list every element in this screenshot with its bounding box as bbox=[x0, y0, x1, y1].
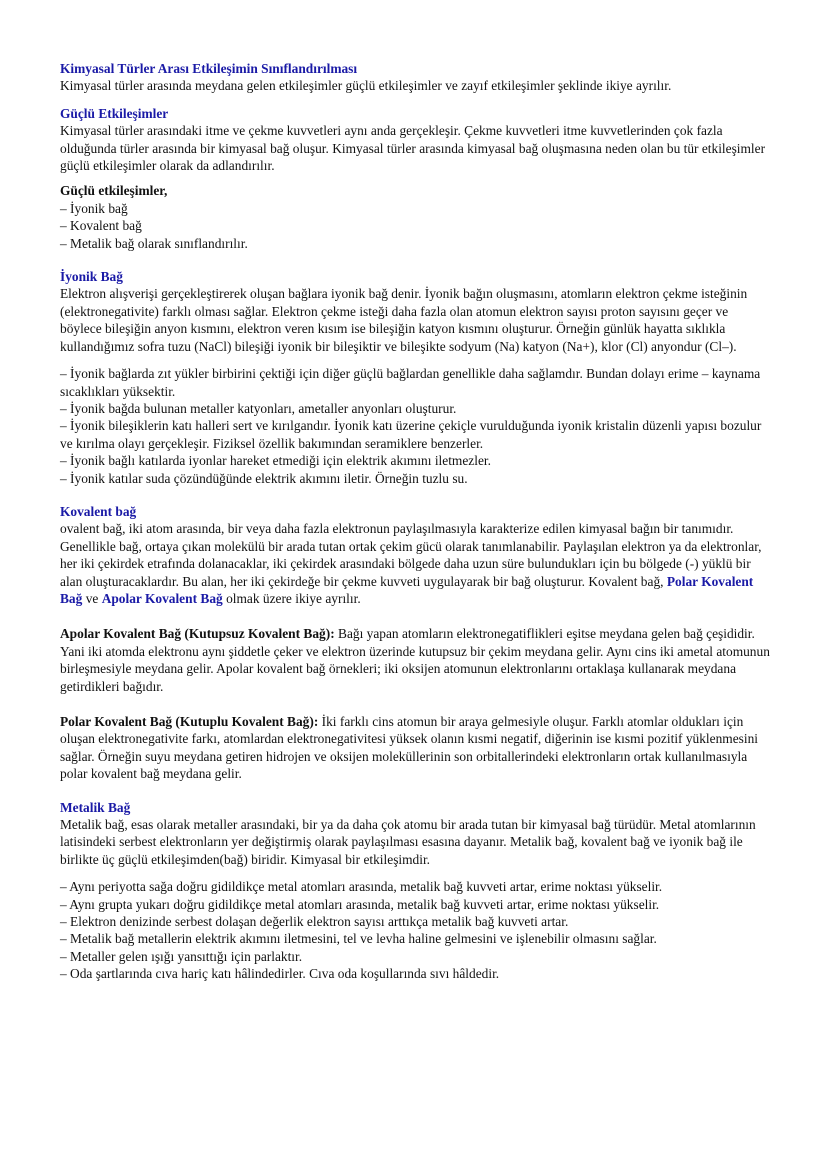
covalent-mid: ve bbox=[85, 590, 99, 606]
list-item: – Aynı grupta yukarı doğru gidildikçe metal atomları arasında, metalik bağ kuvveti artar, erime noktası yükselir. bbox=[60, 896, 660, 912]
paragraph-classification: Kimyasal türler arasında meydana gelen etkileşimler güçlü etkileşimler ve zayıf etkileşimler şeklinde ikiye ayrılır. bbox=[60, 78, 672, 94]
list-item: – İyonik bağda bulunan metaller katyonları, ametaller anyonları oluşturur. bbox=[60, 400, 457, 416]
polar-covalent-text: İki farklı cins atomun bir araya gelmesiyle oluşur. Farklı atomlar oldukları için oluşan elektronegativite farkı, atomlardan elektronegativitesi yüksek olanın kısmi negatif, diğerinin ise kısmi pozitif yüklenmesini sağlar. Örneğin suyu meydana getiren hidrojen ve oksijen moleküllerinin son orbitallerindeki elektronların ortak kullanılmasıyla polar kovalent bağ meydana gelir. bbox=[60, 714, 758, 782]
list-item: – Metalik bağ metallerin elektrik akımını iletmesini, tel ve levha haline gelmesini ve işlenebilir olmasını sağlar. bbox=[60, 931, 657, 947]
list-metallic-bond bbox=[60, 878, 772, 982]
list-item: – İyonik bağlı katılarda iyonlar hareket etmediği için elektrik akımını iletmezler. bbox=[60, 453, 491, 469]
paragraph-apolar-covalent bbox=[60, 625, 772, 695]
apolar-covalent-link[interactable]: Apolar Kovalent Bağ bbox=[101, 590, 223, 606]
section-heading-covalent-bond: Kovalent bağ bbox=[60, 503, 137, 519]
list-ionic-bond bbox=[60, 365, 772, 487]
list-item: – Metaller gelen ışığı yansıttığı için parlaktır. bbox=[60, 948, 303, 964]
section-heading-strong-interactions: Güçlü Etkileşimler bbox=[60, 105, 169, 121]
section-heading-metallic-bond: Metalik Bağ bbox=[60, 799, 131, 815]
polar-covalent-title: Polar Kovalent Bağ (Kutuplu Kovalent Bağ): bbox=[60, 714, 319, 729]
document-page bbox=[60, 60, 772, 983]
apolar-covalent-text: Bağı yapan atomların elektronegatiflikleri eşitse meydana gelen bağ çeşididir. Yani iki atomda elektronu aynı şiddetle çeker ve elektron üzerinde kutupsuz bir çekim meydana gelir. Aynı cins iki ametal atomunun birleşmesiyle meydana gelir. Apolar kovalent bağ örnekleri; iki oksijen atomunun elektronlarını ortaklaşa kullanarak meydana getirdikleri bağıdır. bbox=[60, 626, 770, 694]
paragraph-covalent-bond bbox=[60, 520, 772, 607]
list-item: – İyonik bağ bbox=[60, 200, 128, 216]
paragraph-metallic-bond: Metalik bağ, esas olarak metaller arasındaki, bir ya da daha çok atomu bir arada tutan bir kimyasal bağ türüdür. Metal atomlarının latisindeki serbest elektronların yer değiştirmiş olarak paylaşılması esasına dayanır. Metalik bağ, kovalent bağ ve iyonik bağ ile birlikte üç güçlü etkileşimden(bağ) biridir. Kimyasal bir etkileşimdir. bbox=[60, 817, 756, 867]
section-heading-classification: Kimyasal Türler Arası Etkileşimin Sınıflandırılması bbox=[60, 61, 358, 76]
list-item: – İyonik bağlarda zıt yükler birbirini çektiği için diğer güçlü bağlardan genellikle daha sağlamdır. Bundan dolayı erime – kaynama sıcaklıkları yüksektir. bbox=[60, 366, 761, 399]
list-strong-interactions bbox=[60, 200, 772, 252]
apolar-covalent-title: Apolar Kovalent Bağ (Kutupsuz Kovalent Bağ): bbox=[60, 626, 335, 642]
covalent-text: ovalent bağ, iki atom arasında, bir veya daha fazla elektronun paylaşılmasıyla karakterize edilen kimyasal bağın bir tanımıdır. Genellikle bağ, ortaya çıkan molekülü bir arada tutan ortak çekim gücü olarak tanımlanabilir. Paylaşılan elektron ya da elektronlar, her iki çekirdek etrafında dolanacaklar, iki çekirdek arasındaki bölgede daha uzun süre bulundukları için bu bölgede (-) yüklü bir alan oluşturacaklardır. Bu alan, her iki çekirdeğe bir çekme kuvveti uygulayarak bir bağ oluşturur. Kovalent bağ, bbox=[60, 521, 762, 589]
list-item: – Elektron denizinde serbest dolaşan değerlik elektron sayısı arttıkça metalik bağ kuvveti artar. bbox=[60, 914, 569, 930]
paragraph-polar-covalent bbox=[60, 713, 772, 783]
list-item: – İyonik katılar suda çözündüğünde elektrik akımını iletir. Örneğin tuzlu su. bbox=[60, 470, 468, 486]
list-item: – Kovalent bağ bbox=[60, 218, 142, 234]
list-item: – İyonik bileşiklerin katı halleri sert ve kırılgandır. İyonik katı üzerine çekiçle vurulduğunda iyonik kristalin düzenli yapısı bozulur ve kırılma olayı gerçekleşir. Fiziksel özellik bakımından seramiklere benzerler. bbox=[60, 418, 762, 451]
list-item: – Aynı periyotta sağa doğru gidildikçe metal atomları arasında, metalik bağ kuvveti artar, erime noktası yükselir. bbox=[60, 879, 663, 895]
polar-covalent-link[interactable]: Polar Kovalent Bağ bbox=[60, 573, 754, 606]
section-heading-ionic-bond: İyonik Bağ bbox=[60, 269, 123, 285]
list-title-strong-interactions: Güçlü etkileşimler, bbox=[60, 183, 168, 199]
list-item: – Oda şartlarında cıva hariç katı hâlindedirler. Cıva oda koşullarında sıvı hâldedir. bbox=[60, 966, 500, 982]
paragraph-strong-interactions: Kimyasal türler arasındaki itme ve çekme kuvvetleri aynı anda gerçekleşir. Çekme kuvvetleri itme kuvvetlerinden çok fazla olduğunda türler arasında bir kimyasal bağ oluşur. Kimyasal türler arasında kimyasal bağ oluşmasına neden olan bu tür etkileşimler güçlü etkileşimler olarak da adlandırılır. bbox=[60, 123, 766, 174]
paragraph-ionic-bond: Elektron alışverişi gerçekleştirerek oluşan bağlara iyonik bağ denir. İyonik bağın oluşmasını, atomların elektron çekme isteğinin (elektronegativite) farklı olması sağlar. Elektron çekme isteği daha fazla olan atomun elektron sayısı proton sayısını geçer ve böylece bileşiğin anyon kısmını, elektron veren kısım ise bileşiğin katyon kısmını oluşturur. Örneğin günlük hayatta sıklıkla kullandığımız sofra tuzu (NaCl) bileşiği iyonik bir bileşiktir ve bileşikte sodyum (Na) katyon (Na+), klor (Cl) anyondur (Cl–). bbox=[60, 286, 748, 354]
covalent-end: olmak üzere ikiye ayrılır. bbox=[226, 590, 361, 606]
list-item: – Metalik bağ olarak sınıflandırılır. bbox=[60, 235, 248, 251]
